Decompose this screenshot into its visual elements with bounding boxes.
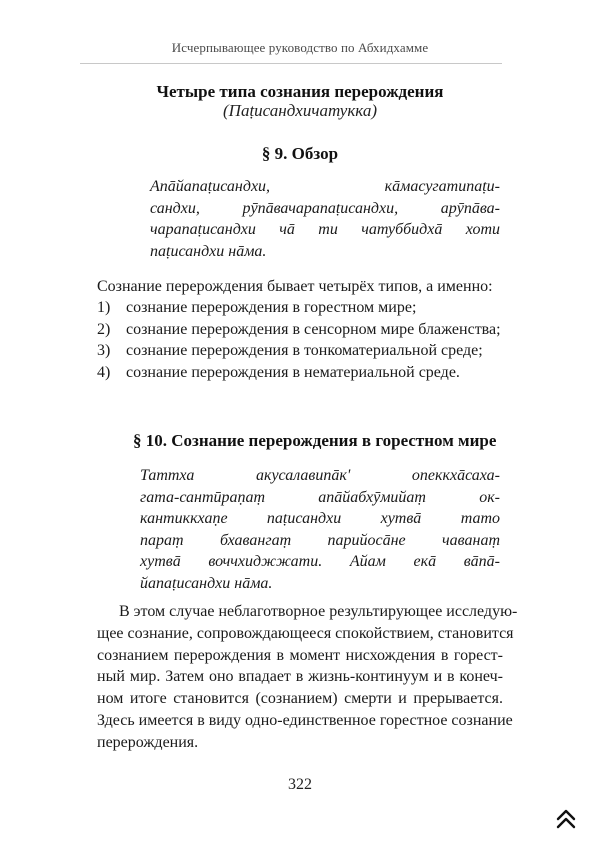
verse-line: йапаṭисандхи нāма. — [140, 574, 273, 592]
verse-line: хутвā воччхиджжати. Айам екā вāпā- — [140, 553, 500, 570]
list-number: 4) — [97, 363, 111, 381]
page-number: 322 — [288, 776, 312, 793]
list-number: 1) — [97, 299, 111, 316]
verse-line: гата-сантӣраṇаṃ апāйабхӯмийаṃ ок- — [140, 488, 500, 506]
header-divider — [80, 63, 502, 64]
list-number: 2) — [97, 320, 111, 338]
list-item — [97, 340, 503, 362]
paragraph-line: сознанием перерождения в момент нисхождения в горест- — [97, 646, 503, 664]
rebirth-types-list — [97, 297, 503, 383]
chapter-title: Четыре типа сознания перерождения — [156, 82, 444, 101]
list-text: сознание перерождения в тонкоматериальной среде; — [126, 342, 483, 359]
section-10-heading: § 10. Сознание перерождения в горестном мире — [133, 431, 497, 450]
section-10-paragraph — [97, 601, 518, 754]
paragraph-line: перерождения. — [97, 733, 199, 751]
section-9-intro: Сознание перерождения бывает четырёх типов, а именно: — [97, 278, 493, 295]
verse-line: параṃ бхавангаṃ парийосāне чаванаṃ — [140, 531, 500, 549]
double-chevron-up-icon — [555, 808, 577, 830]
section-10-pali-verse — [140, 465, 500, 594]
list-item — [97, 319, 503, 341]
paragraph-line: В этом случае неблаготворное результирующее исследую- — [119, 603, 518, 620]
paragraph-line: щее сознание, сопровождающееся спокойствием, становится — [97, 624, 514, 642]
verse-line: Апāйапаṭисандхи, кāмасугатипаṭи- — [150, 178, 500, 195]
section-9-pali-verse — [150, 176, 500, 262]
paragraph-line: ный мир. Затем оно впадает в жизнь-континуум и в конеч- — [97, 668, 503, 686]
verse-line: паṭисандхи нāма. — [150, 242, 267, 260]
scroll-to-top-button[interactable] — [553, 806, 579, 832]
chapter-subtitle: (Паṭисандхичатукка) — [223, 101, 377, 120]
verse-line: сандхи, рӯпāвачарапаṭисандхи, арӯпāва- — [150, 199, 500, 217]
running-head: Исчерпывающее руководство по Абхидхамме — [171, 40, 429, 55]
paragraph-line: ном итоге становится (сознанием) смерти и прерывается. — [97, 690, 503, 708]
list-item — [97, 297, 503, 319]
verse-line: Таттха акусалавипāк' опеккхāсаха- — [140, 467, 500, 484]
list-text: сознание перерождения в горестном мире; — [126, 299, 417, 316]
list-text: сознание перерождения в сенсорном мире блаженства; — [126, 320, 501, 338]
list-text: сознание перерождения в нематериальной среде. — [126, 363, 460, 381]
paragraph-line: Здесь имеется в виду одно-единственное горестное сознание — [97, 711, 513, 729]
list-item — [97, 362, 503, 384]
verse-line: кантиккхаṇе паṭисандхи хутвā тато — [140, 510, 500, 527]
verse-line: чарапаṭисандхи чā ти чатуббидхā хоти — [150, 221, 500, 238]
list-number: 3) — [97, 342, 111, 359]
section-9-heading: § 9. Обзор — [261, 144, 339, 163]
